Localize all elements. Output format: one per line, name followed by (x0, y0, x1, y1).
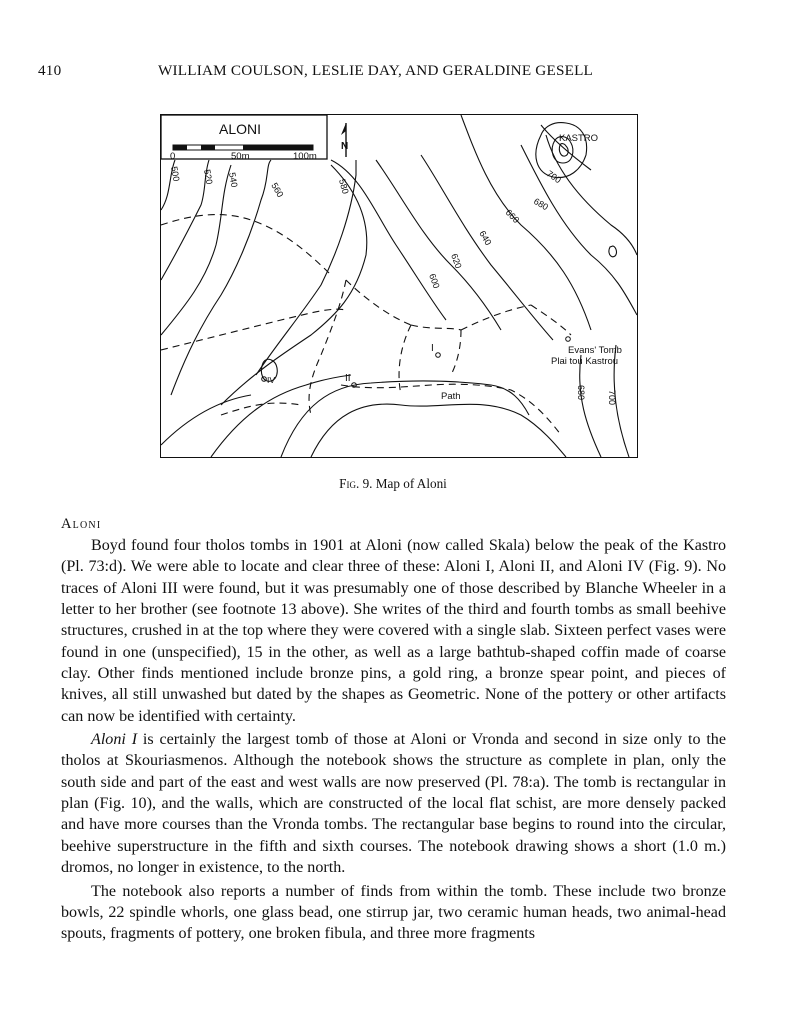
paragraph-2-text: is certainly the largest tomb of those at Aloni or Vronda and second in size only to the tholos at Skouriasmenos. Although the notebook shows the structure as complete in plan, only the south side and part of the east and west walls are now preserved (Pl. 78:a). The tomb is rectangular in plan (Fig. 10), and the walls, which are constructed of the local flat schist, are more densely packed and have more courses than the Vronda tombs. The rectangular base begins to round into the circular, beehive superstructure in the fifth and sixth courses. The notebook drawing shows a short (1.0 m.) dromos, no longer in existence, to the north. (61, 731, 727, 877)
place-labels (441, 133, 622, 402)
contour-label-700: 700 (544, 168, 563, 186)
contour-label-520: 520 (202, 168, 215, 186)
contour-label-660: 660 (503, 207, 522, 226)
north-label: N (341, 141, 349, 152)
caption-label: Fig. 9. (339, 476, 373, 491)
map-legend (161, 115, 327, 162)
contour-label-540: 540 (227, 171, 240, 189)
page-number: 410 (38, 62, 62, 79)
kastro-label: KASTRO (559, 133, 599, 144)
paragraph-1: Boyd found four tholos tombs in 1901 at Aloni (now called Skala) below the peak of the Kastro (Pl. 73:d). We were able to locate and clear three of these: Aloni I, Aloni II, and Aloni IV (Fig. 9). No traces of Aloni III were found, but it was presumably one of those described by Blanche Wheeler in a letter to her brother (see footnote 13 above). She writes of the third and fourth tombs as small beehive structures, crushed in at the top where they were covered with a single slab. Sixteen perfect vases were found in one (unspecified), 15 in the other, as well as a large bathtub-shaped coffin made of coarse clay. Other finds mentioned include bronze pins, a gold ring, a bronze spear point, and pieces of knives, all still unwashed but dated by the shapes as Geometric. None of the pottery or other artifacts can now be identified with certainty. (61, 537, 726, 725)
contour-label-620: 620 (449, 252, 464, 270)
contour-label-560: 560 (269, 181, 286, 200)
contour-label-680: 680 (532, 196, 551, 213)
contour-lines (161, 115, 637, 457)
contour-label-500: 500 (169, 165, 182, 183)
evans-tomb-label: Evans' Tomb (568, 345, 622, 356)
scale-zero: 0 (170, 151, 176, 162)
scale-mid: 50m (231, 151, 250, 162)
paragraph-2 (61, 729, 726, 878)
aloni-ii-label: II (345, 373, 351, 384)
map-figure (160, 114, 638, 458)
aloni-i-label: I (431, 343, 434, 354)
plai-tou-kastrou-label: Plai tou Kastrou (551, 356, 619, 367)
north-arrow-icon (341, 123, 348, 157)
contour-label-680-east: 680 (576, 385, 586, 401)
running-head (38, 62, 638, 80)
caption-text: Map of Aloni (375, 476, 447, 491)
contour-label-580: 580 (337, 177, 351, 196)
scale-end: 100m (293, 151, 317, 162)
contour-labels (169, 166, 617, 405)
evans-tomb-marker (566, 337, 571, 342)
aloni-i-italic: Aloni I (91, 731, 138, 749)
contour-label-700-east: 700 (607, 390, 617, 406)
section-heading: Aloni (61, 516, 102, 532)
path-label: Path (441, 391, 461, 402)
aloni-iv-label: IV (267, 375, 276, 385)
body-text (61, 535, 726, 945)
aloni-map (161, 115, 637, 457)
footpaths (161, 215, 571, 435)
figure-caption (0, 476, 786, 492)
contour-label-640: 640 (477, 229, 494, 248)
aloni-i-marker (436, 353, 441, 358)
map-title: ALONI (219, 121, 262, 137)
contour-label-600: 600 (427, 272, 442, 290)
author-line: WILLIAM COULSON, LESLIE DAY, AND GERALDINE GESELL (158, 62, 594, 79)
paragraph-3: The notebook also reports a number of finds from within the tomb. These include two bronze bowls, 22 spindle whorls, one glass bead, one stirrup jar, two ceramic human heads, two animal-head spouts, fragments of pottery, one broken fibula, and three more fragments (61, 882, 726, 943)
